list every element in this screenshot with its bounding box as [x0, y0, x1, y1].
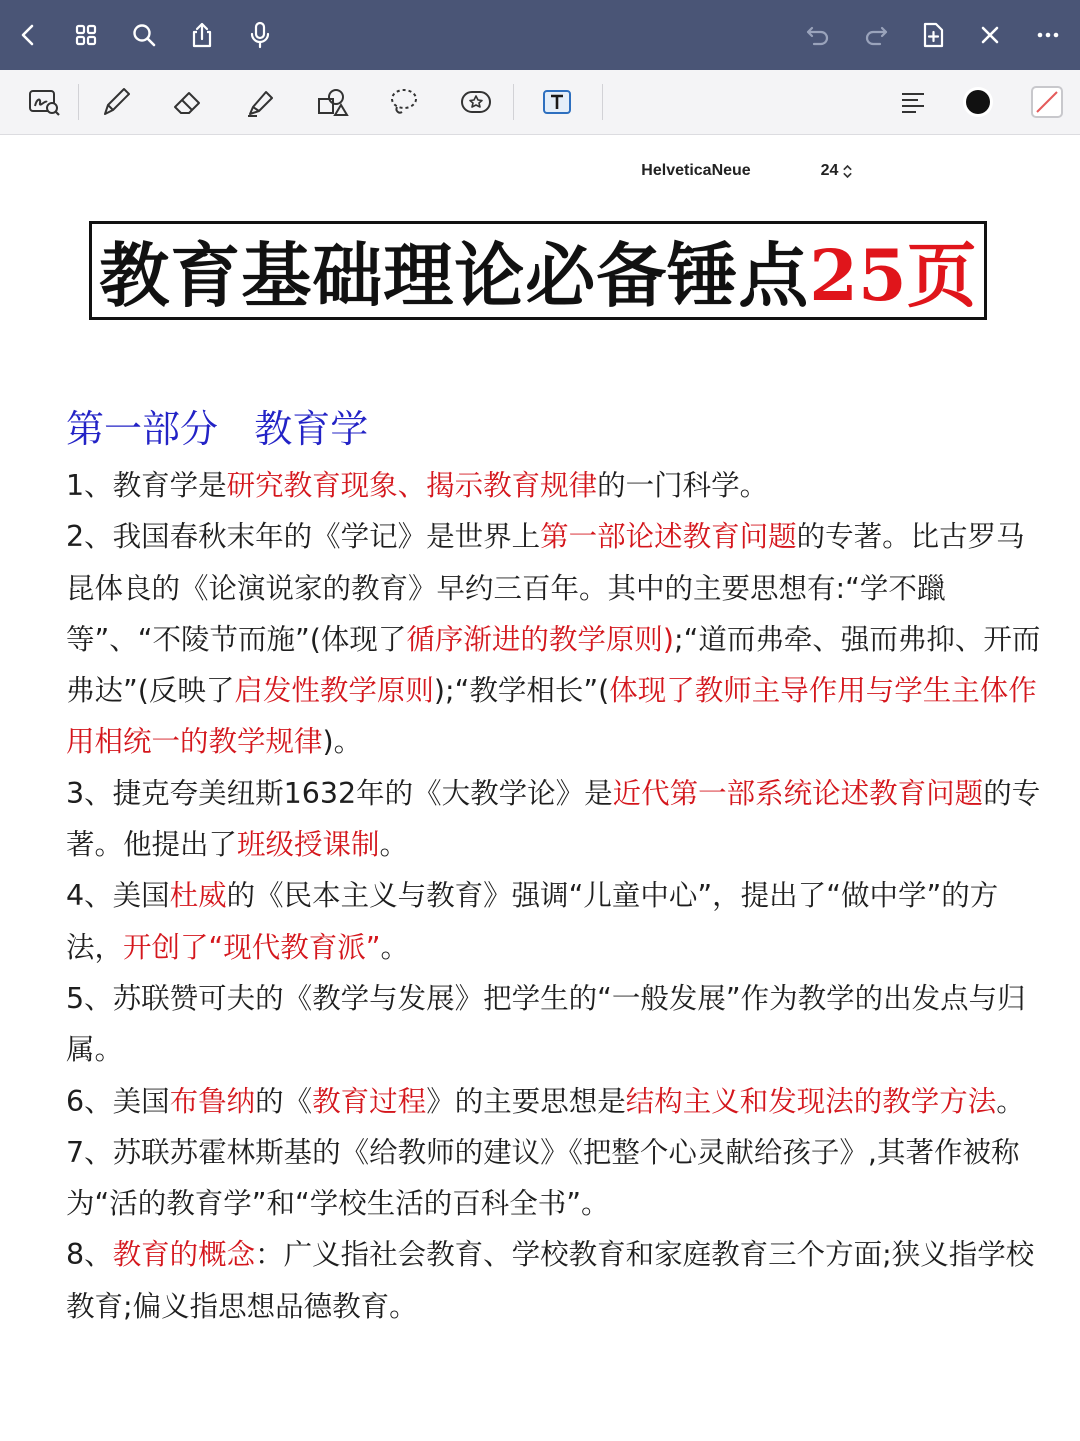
align-icon[interactable]	[891, 80, 935, 124]
add-page-icon[interactable]	[915, 17, 951, 53]
highlight-text: 杜威	[169, 879, 227, 913]
redo-icon[interactable]	[858, 17, 894, 53]
highlight-text: 布鲁纳	[169, 1084, 256, 1118]
body-text: );“教学相长”(	[433, 674, 610, 708]
zoom-lasso-icon[interactable]	[22, 80, 66, 124]
body-text: 8、	[66, 1238, 113, 1272]
highlight-text: 体现了教师主导作用与学生主体作用相统一的教学规律	[66, 674, 1037, 759]
highlight-text: 循序渐进的教学原则)	[406, 622, 675, 656]
body-text: 3、捷克夸美纽斯1632年的《大教学论》是	[66, 776, 613, 810]
highlight-text: 教育过程	[312, 1084, 427, 1118]
text-tool-icon[interactable]	[535, 80, 579, 124]
highlight-text: 教育的概念	[112, 1238, 256, 1272]
list-item	[66, 1076, 1041, 1127]
no-fill-icon[interactable]	[1025, 80, 1069, 124]
list-item	[66, 768, 1041, 871]
body-text: ;“道而弗牵、强而弗抑、开而弗达”(反映了	[66, 622, 1041, 708]
body-text: 的《民本主义与教育》强调“儿童中心”，提出了“做中学”的方法，	[66, 879, 999, 964]
body-text: 的专著。他提出了	[66, 776, 1041, 862]
undo-icon[interactable]	[800, 17, 836, 53]
document-body	[66, 460, 1041, 1332]
share-icon[interactable]	[184, 17, 220, 53]
body-text: 的一门科学。	[597, 469, 769, 502]
list-item	[66, 870, 1041, 973]
list-item	[66, 511, 1041, 767]
body-text: ：广义指社会教育、学校教育和家庭教育三个方面;狭义指学校教育;偏义指思想品德教育。	[66, 1238, 1035, 1323]
title-main: 教育基础理论必备锤点	[99, 234, 810, 317]
list-item	[66, 1229, 1041, 1332]
highlight-text: 启发性教学原则	[234, 674, 434, 708]
shapes-icon[interactable]	[310, 80, 354, 124]
close-icon[interactable]	[972, 17, 1008, 53]
body-text: )。	[322, 725, 363, 759]
font-selector[interactable]: HelveticaNeue	[621, 150, 771, 192]
highlighter-icon[interactable]	[238, 80, 282, 124]
sticker-icon[interactable]	[454, 80, 498, 124]
title-accent: 25页	[809, 234, 977, 317]
body-text: 的《	[255, 1084, 313, 1118]
highlight-text: 班级授课制	[237, 828, 380, 862]
highlight-text: 第一部论述教育问题	[540, 520, 797, 554]
search-icon[interactable]	[126, 17, 162, 53]
body-text: 。	[996, 1084, 1025, 1118]
body-text: 》的主要思想是	[426, 1084, 626, 1118]
highlight-text: 开创了“现代教育派”	[123, 930, 381, 964]
body-text: 4、美国	[66, 879, 170, 913]
color-icon[interactable]	[956, 80, 1000, 124]
top-bar	[0, 0, 1080, 70]
document-title-box	[89, 221, 987, 320]
body-text: 1、教育学是	[66, 469, 227, 502]
eraser-icon[interactable]	[166, 80, 210, 124]
microphone-icon[interactable]	[242, 17, 278, 53]
body-text: 7、苏联苏霍林斯基的《给教师的建议》《把整个心灵献给孩子》,其著作被称为“活的教育学”和“学校生活的百科全书”。	[66, 1135, 1020, 1221]
list-item	[66, 973, 1041, 1076]
font-size-selector[interactable]	[802, 150, 872, 192]
highlight-text: 结构主义和发现法的教学方法	[625, 1084, 997, 1118]
body-text: 6、美国	[66, 1084, 170, 1118]
list-item	[66, 460, 1041, 511]
lasso-icon[interactable]	[382, 80, 426, 124]
list-item	[66, 1127, 1041, 1230]
body-text: 5、苏联赞可夫的《教学与发展》把学生的“一般发展”作为教学的出发点与归属。	[66, 981, 1026, 1067]
back-icon[interactable]	[10, 17, 46, 53]
grid-icon[interactable]	[68, 17, 104, 53]
body-text: 。	[379, 828, 409, 862]
more-icon[interactable]	[1030, 17, 1066, 53]
highlight-text: 研究教育现象、揭示教育规律	[226, 469, 598, 502]
body-text: 。	[380, 930, 410, 964]
pen-icon[interactable]	[94, 80, 138, 124]
highlight-text: 近代第一部系统论述教育问题	[612, 776, 984, 810]
font-size-value: 24	[820, 162, 839, 179]
body-text: 的专著。比古罗马昆体良的《论演说家的教育》早约三百年。其中的主要思想有:“学不躐等”、“不陵节而施”(体现了	[66, 520, 1025, 656]
section-title: 第一部分 教育学	[66, 407, 369, 451]
stepper-icon	[842, 164, 853, 179]
body-text: 2、我国春秋末年的《学记》是世界上	[66, 520, 541, 554]
drawing-toolbar	[0, 70, 1080, 179]
